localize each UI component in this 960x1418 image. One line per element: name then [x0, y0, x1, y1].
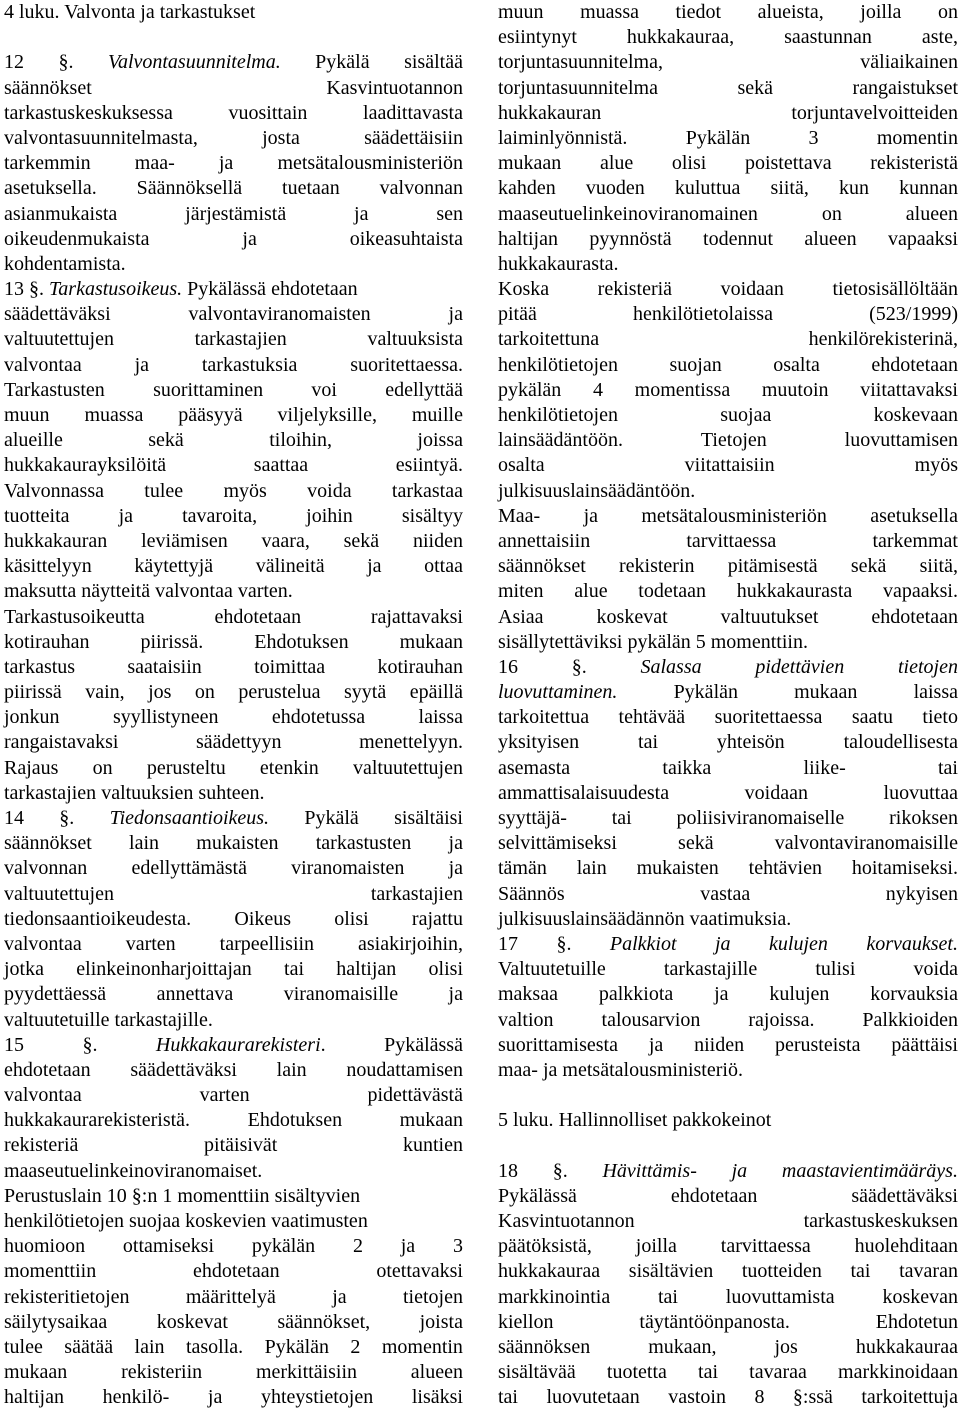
- left-line: valvonnan edellyttämästä viranomaisten ja: [4, 857, 463, 880]
- right-line: Asiaa koskevat valtuutukset ehdotetaan: [498, 605, 958, 628]
- left-line: maaseutuelinkeinoviranomaiset.: [4, 1159, 263, 1182]
- right-line: julkisuuslainsäädäntöön.: [498, 479, 696, 502]
- right-line: annettaisiin tarvittaessa tarkemmat: [498, 529, 958, 552]
- left-line: 13 §. Tarkastusoikeus. Pykälässä ehdotetaan: [4, 278, 358, 301]
- left-line: pyydettäessä annettava viranomaisille ja: [4, 983, 463, 1006]
- right-line: selvittämiseksi sekä valvontaviranomaisille: [498, 832, 958, 855]
- right-line: tämän lain mukaisten tehtävien hoitamiseksi.: [498, 857, 958, 880]
- left-line: hukkakaurayksilöitä saattaa esiintyä.: [4, 454, 463, 477]
- right-line: muun muassa tiedot alueista, joilla on: [498, 1, 958, 23]
- right-line: esiintynyt hukkakauraa, saastunnan aste,: [498, 26, 958, 49]
- left-line: Rajaus on perusteltu etenkin valtuutettujen: [4, 756, 463, 779]
- left-line: käsittelyyn käytettyjä välineitä ja ottaa: [4, 555, 463, 578]
- right-line: Pykälässä ehdotetaan säädettäväksi: [498, 1184, 958, 1207]
- left-line: 14 §. Tiedonsaantioikeus. Pykälä sisältäisi: [4, 807, 463, 829]
- left-line: rekisteritietojen määrittelyä ja tietojen: [4, 1285, 463, 1308]
- left-line: 4 luku. Valvonta ja tarkastukset: [4, 1, 256, 23]
- left-line: valvontaa ja tarkastuksia suoritettaessa.: [4, 353, 463, 376]
- left-line: tuotteita ja tavaroita, joihin sisältyy: [4, 504, 463, 527]
- left-line: valtuutetuille tarkastajille.: [4, 1008, 213, 1031]
- left-line: henkilötietojen suojaa koskevien vaatimusten: [4, 1210, 368, 1232]
- right-line: miten alue todetaan hukkakaurasta vapaaksi.: [498, 580, 958, 603]
- right-line: Maa- ja metsätalousministeriön asetuksella: [498, 504, 958, 527]
- right-line: 18 §. Hävittämis- ja maastavientimääräys.: [498, 1159, 958, 1182]
- left-line: asetuksella. Säännöksellä tuetaan valvonnan: [4, 177, 463, 200]
- right-line: suorittamisesta ja niiden perusteista päättäisi: [498, 1033, 958, 1056]
- left-line: [4, 25, 463, 50]
- left-line: rekisteriä pitäisivät kuntien: [4, 1134, 463, 1157]
- left-line: säädettäväksi valvontaviranomaisten ja: [4, 303, 463, 326]
- right-line: torjuntasuunnitelma sekä rangaistukset: [498, 76, 958, 99]
- right-line: pitää henkilötietolaissa (523/1999): [498, 303, 958, 326]
- left-line: tulee säätää lain tasolla. Pykälän 2 momentin: [4, 1335, 463, 1358]
- right-line: maksaa palkkiota ja kulujen korvauksia: [498, 983, 958, 1006]
- right-line: syyttäjä- tai poliisiviranomaiselle rikoksen: [498, 807, 958, 829]
- left-line: Tarkastusoikeutta ehdotetaan rajattavaksi: [4, 605, 463, 628]
- left-line: säännökset lain mukaisten tarkastusten ja: [4, 832, 463, 855]
- left-line: hukkakauran leviämisen vaara, sekä niiden: [4, 529, 463, 552]
- right-line: maa- ja metsätalousministeriö.: [498, 1058, 743, 1081]
- right-line: tarkoitettua tehtävää suoritettaessa saatu tieto: [498, 706, 958, 729]
- left-line: valvontasuunnitelmasta, josta säädettäisiin: [4, 126, 463, 149]
- left-line: huomioon ottamiseksi pykälän 2 ja 3: [4, 1235, 463, 1258]
- right-line: tai luovutetaan vastoin 8 §:ssä tarkoitettuja: [498, 1386, 958, 1409]
- left-line: mukaan rekisteriin merkittäisiin alueen: [4, 1361, 463, 1384]
- right-line: yksityisen tai yhteisön taloudellisesta: [498, 731, 958, 754]
- right-line: [498, 1133, 958, 1158]
- right-line: mukaan alue olisi poistettava rekisteristä: [498, 152, 958, 175]
- left-line: oikeudenmukaista ja oikeasuhtaista: [4, 227, 463, 250]
- left-line: Valvonnassa tulee myös voida tarkastaa: [4, 479, 463, 502]
- right-line: päätöksistä, joilla tarvittaessa huolehditaan: [498, 1235, 958, 1258]
- left-line: maksutta näytteitä valvontaa varten.: [4, 580, 293, 603]
- left-line: säilytysaikaa koskevat säännökset, joista: [4, 1310, 463, 1333]
- left-line: säännökset Kasvintuotannon: [4, 76, 463, 99]
- right-line: tarkoitettuna henkilörekisterinä,: [498, 328, 958, 351]
- left-line: valvontaa varten tarpeellisiin asiakirjoihin,: [4, 932, 463, 955]
- left-column: [4, 0, 463, 1411]
- left-line: ehdotetaan säädettäväksi lain noudattamisen: [4, 1058, 463, 1081]
- left-line: valtuutettujen tarkastajien: [4, 882, 463, 905]
- left-line: haltijan henkilö- ja yhteystietojen lisäksi: [4, 1386, 463, 1409]
- left-line: valtuutettujen tarkastajien valtuuksista: [4, 328, 463, 351]
- right-line: laiminlyönnistä. Pykälän 3 momentin: [498, 126, 958, 149]
- left-line: valvontaa varten pidettävästä: [4, 1084, 463, 1107]
- right-line: luovuttaminen. Pykälän mukaan laissa: [498, 681, 958, 704]
- right-line: hukkakauraa sisältävien tuotteiden tai tavaran: [498, 1260, 958, 1283]
- right-line: pykälän 4 momentissa muutoin viitattavaksi: [498, 378, 958, 401]
- left-line: muun muassa pääsyyä viljelyksille, muille: [4, 404, 463, 426]
- left-line: 15 §. Hukkakaurarekisteri. Pykälässä: [4, 1033, 463, 1056]
- right-line: haltijan pyynnöstä todennut alueen vapaaksi: [498, 227, 958, 250]
- right-line: sisällytettäviksi pykälän 5 momenttiin.: [498, 630, 808, 653]
- left-line: kohdentamista.: [4, 252, 126, 275]
- left-line: asianmukaista järjestämistä ja sen: [4, 202, 463, 225]
- right-line: Koska rekisteriä voidaan tietosisällöltään: [498, 278, 958, 301]
- left-line: tarkastus saataisiin toimittaa kotirauhan: [4, 655, 463, 678]
- right-line: säännökset rekisterin pitämisestä sekä siitä,: [498, 555, 958, 578]
- right-line: markkinointia tai luovuttamista koskevan: [498, 1285, 958, 1308]
- left-line: Tarkastusten suorittaminen voi edellyttää: [4, 378, 463, 401]
- left-line: tarkastajien valtuuksien suhteen.: [4, 781, 265, 804]
- left-line: tiedonsaantioikeudesta. Oikeus olisi rajattu: [4, 907, 463, 930]
- left-line: hukkakaurarekisteristä. Ehdotuksen mukaan: [4, 1109, 463, 1132]
- right-line: Valtuutetuille tarkastajille tulisi voida: [498, 958, 958, 981]
- right-line: hukkakauran torjuntavelvoitteiden: [498, 101, 958, 124]
- right-line: 16 §. Salassa pidettävien tietojen: [498, 655, 958, 678]
- left-line: momenttiin ehdotetaan otettavaksi: [4, 1260, 463, 1283]
- right-line: osalta viitattaisiin myös: [498, 454, 958, 477]
- right-line: 5 luku. Hallinnolliset pakkokeinot: [498, 1109, 772, 1132]
- right-line: henkilötietojen suojaa koskevaan: [498, 404, 958, 426]
- right-line: Säännös vastaa nykyisen: [498, 882, 958, 905]
- right-line: kiellon täytäntöönpanosta. Ehdotetun: [498, 1310, 958, 1333]
- left-line: alueille sekä tiloihin, joissa: [4, 429, 463, 452]
- right-line: torjuntasuunnitelma, väliaikainen: [498, 51, 958, 74]
- left-line: piirissä vain, jos on perustelua syytä epäillä: [4, 681, 463, 704]
- right-line: hukkakaurasta.: [498, 252, 619, 275]
- left-line: jonkun syyllistyneen ehdotetussa laissa: [4, 706, 463, 729]
- left-line: jotka elinkeinonharjoittajan tai haltijan olisi: [4, 958, 463, 981]
- right-line: lainsäädäntöön. Tietojen luovuttamisen: [498, 429, 958, 452]
- right-line: [498, 1083, 958, 1108]
- right-line: ammattisalaisuudesta voidaan luovuttaa: [498, 781, 958, 804]
- left-line: kotirauhan piirissä. Ehdotuksen mukaan: [4, 630, 463, 653]
- left-line: Perustuslain 10 §:n 1 momenttiin sisältyvien: [4, 1184, 361, 1207]
- right-column: [498, 0, 958, 1411]
- right-line: 17 §. Palkkiot ja kulujen korvaukset.: [498, 932, 958, 955]
- right-line: säännöksen mukaan, jos hukkakauraa: [498, 1335, 958, 1358]
- right-line: maaseutuelinkeinoviranomainen on alueen: [498, 202, 958, 225]
- right-line: asemasta taikka liike- tai: [498, 756, 958, 779]
- left-line: 12 §. Valvontasuunnitelma. Pykälä sisältää: [4, 51, 463, 74]
- left-line: rangaistavaksi säädettyyn menettelyyn.: [4, 731, 463, 754]
- right-line: henkilötietojen suojan osalta ehdotetaan: [498, 353, 958, 376]
- right-line: Kasvintuotannon tarkastuskeskuksen: [498, 1210, 958, 1232]
- right-line: valtion talousarvion rajoissa. Palkkioiden: [498, 1008, 958, 1031]
- right-line: kahden vuoden kuluttua siitä, kun kunnan: [498, 177, 958, 200]
- right-line: sisältävää tuotetta tai tavaraa markkinoidaan: [498, 1361, 958, 1384]
- left-line: tarkemmin maa- ja metsätalousministeriön: [4, 152, 463, 175]
- left-line: tarkastuskeskuksessa vuosittain laadittavasta: [4, 101, 463, 124]
- right-line: julkisuuslainsäädännön vaatimuksia.: [498, 907, 792, 930]
